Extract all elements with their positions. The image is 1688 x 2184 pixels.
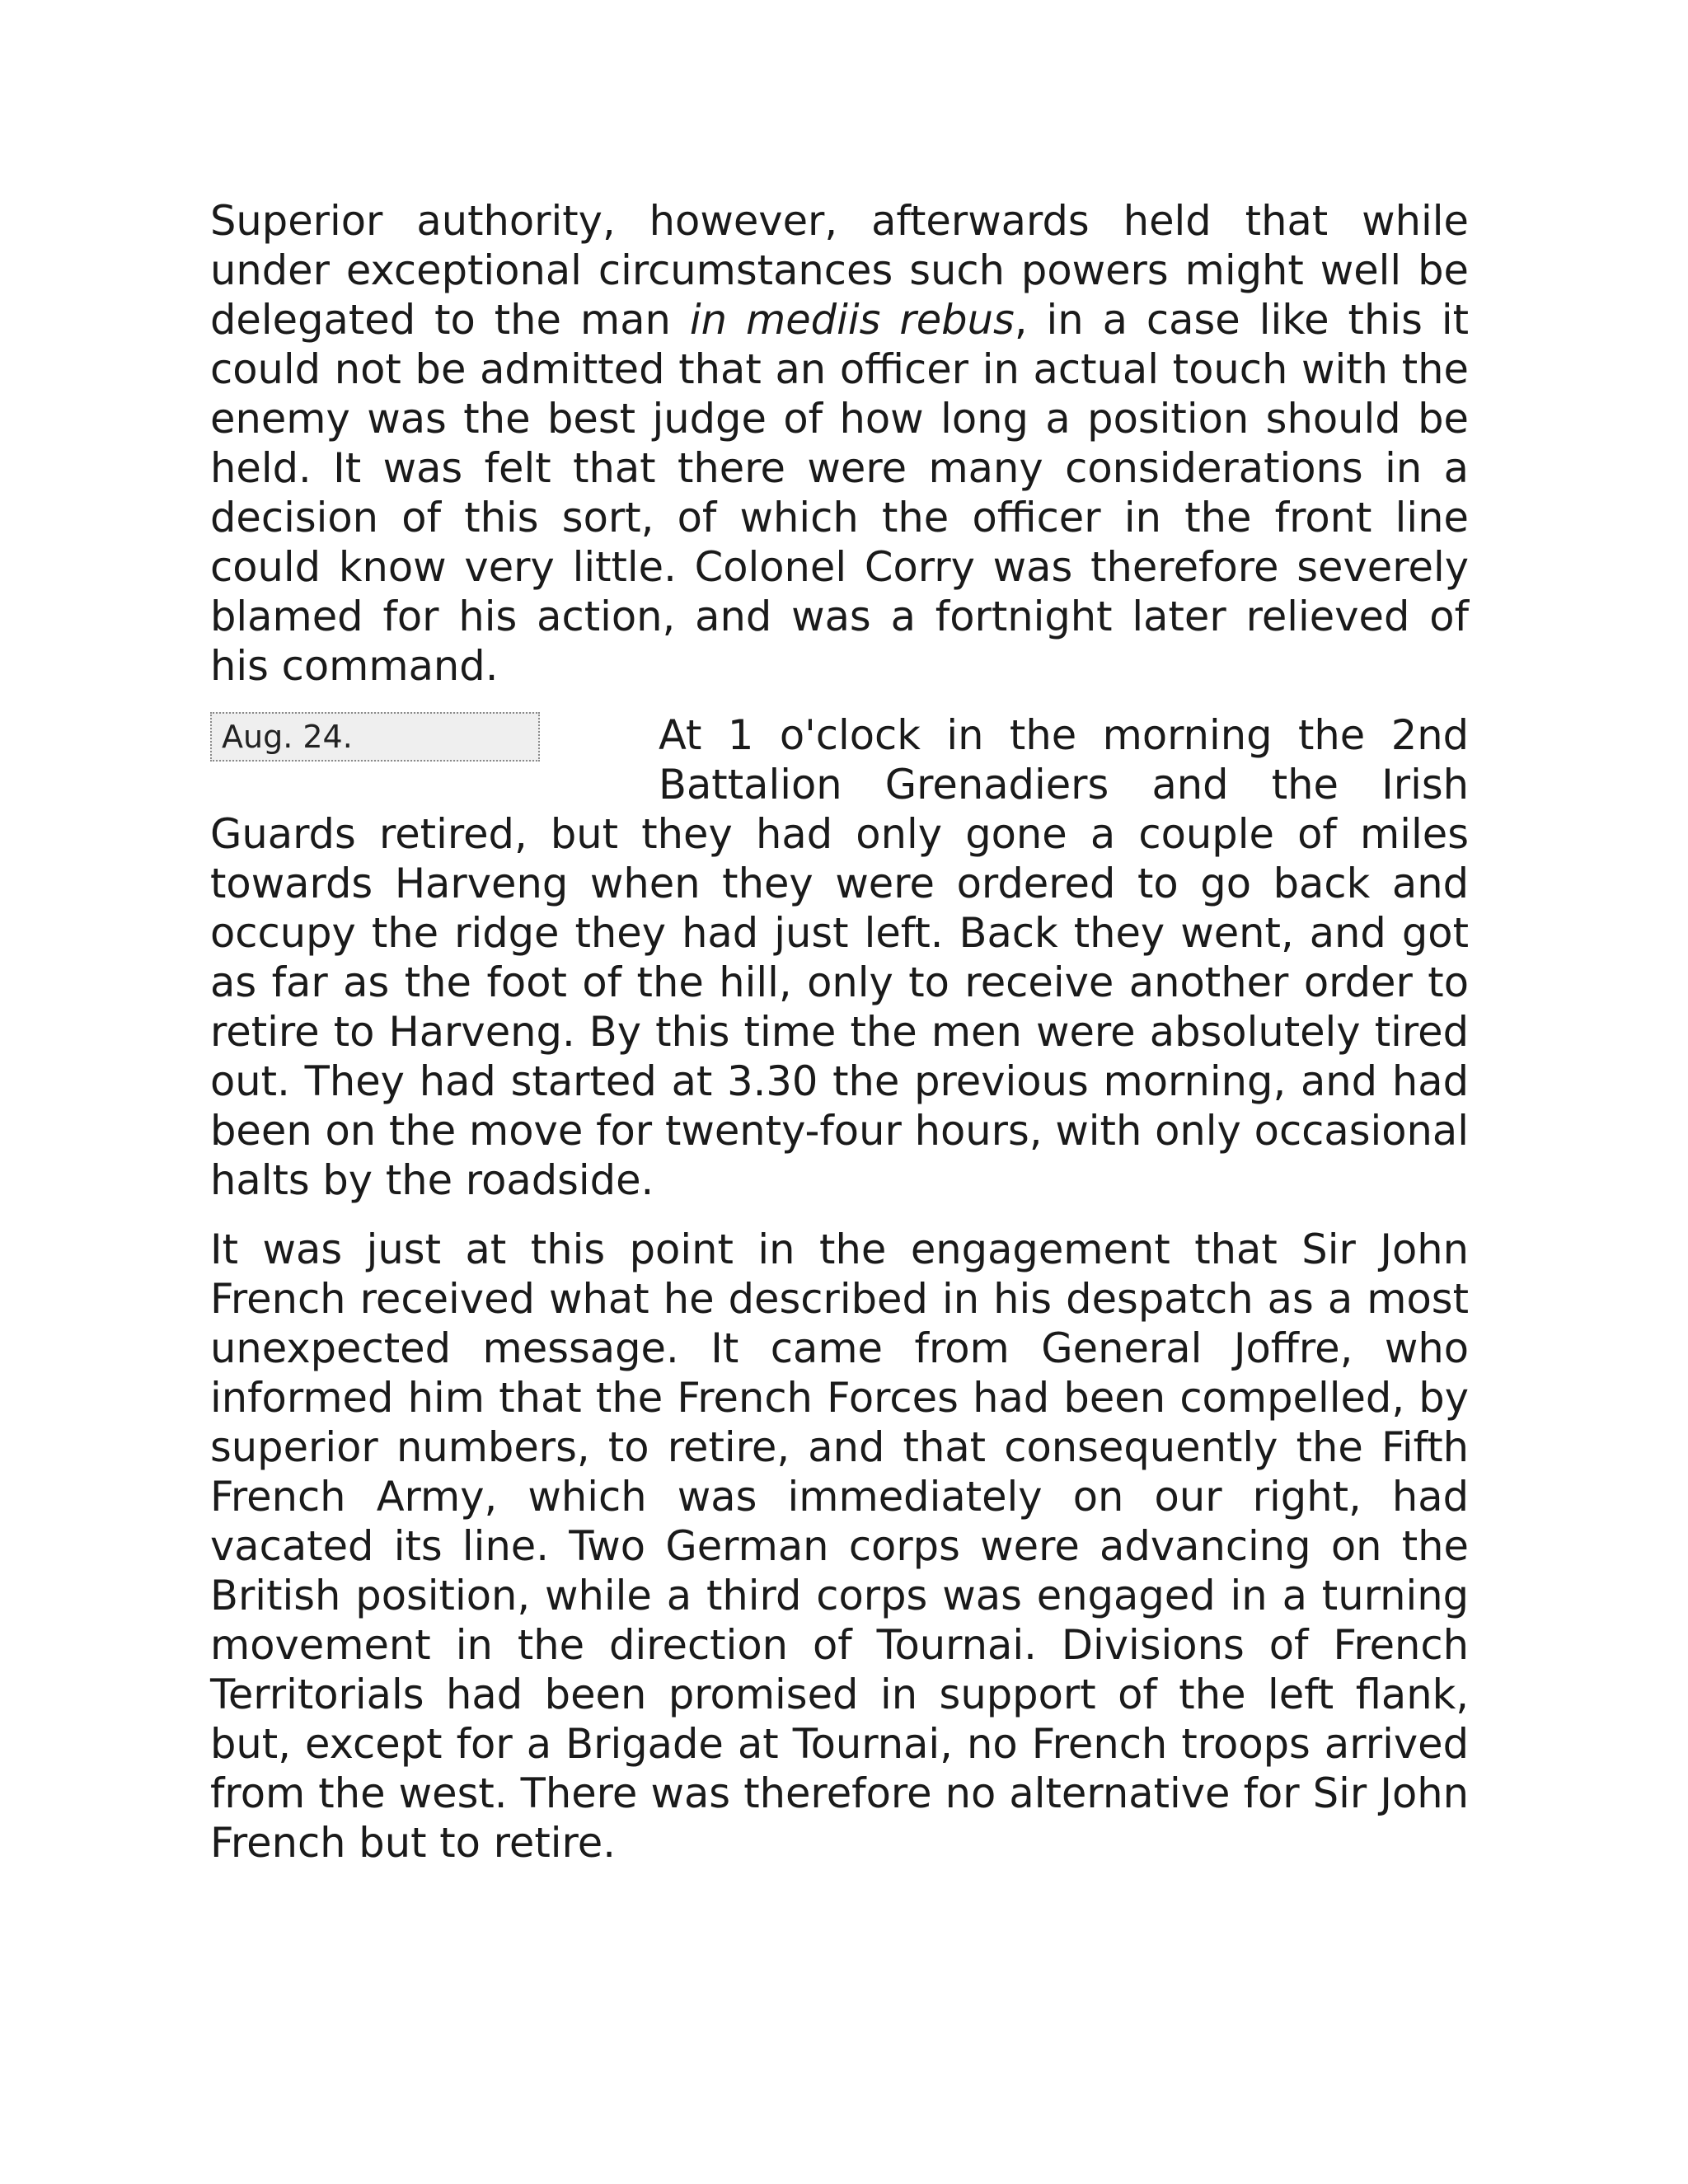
paragraph-1-text-end: , in a case like this it could not be admitted that an officer in actual touch with the enemy was the best judge of how long a position should be held. It was felt that there were many considerations in a decision of this sort, of which the officer in the front line could know very little. Colonel Corry was therefore severely blamed for his action, and was a fortnight later relieved of his command. xyxy=(210,296,1469,690)
margin-date-note: Aug. 24. xyxy=(210,712,540,762)
paragraph-3-text: It was just at this point in the engagement that Sir John French received what he described in his despatch as a most unexpected message. It came from General Joffre, who informed him that the French Forces had been compelled, by superior numbers, to retire, and that consequently the Fifth French Army, which was immediately on our right, had vacated its line. Two German corps were advancing on the British position, while a third corps was engaged in a turning movement in the direction of Tournai. Divisions of French Territorials had been promised in support of the left flank, but, except for a Brigade at Tournai, no French troops arrived from the west. There was therefore no alternative for Sir John French but to retire. xyxy=(210,1226,1469,1867)
paragraph-1-text-start: Superior authority, however, afterwards held that while under exceptional circumstances such powers might well be delegated to the man xyxy=(210,197,1469,344)
paragraph-retreat-orders xyxy=(210,710,1469,1205)
paragraph-joffre-message xyxy=(210,1225,1469,1868)
document-page xyxy=(210,196,1469,1868)
paragraph-superior-authority xyxy=(210,196,1469,691)
italic-phrase: in mediis rebus xyxy=(689,296,1015,344)
paragraph-2-text: At 1 o'clock in the morning the 2nd Battalion Grenadiers and the Irish Guards retired, but they had only gone a couple of miles towards Harveng when they were ordered to go back and occupy the ridge they had just left. Back they went, and got as far as the foot of the hill, only to receive another order to retire to Harveng. By this time the men were absolutely tired out. They had started at 3.30 the previous morning, and had been on the move for twenty-four hours, with only occasional halts by the roadside. xyxy=(210,711,1469,1204)
